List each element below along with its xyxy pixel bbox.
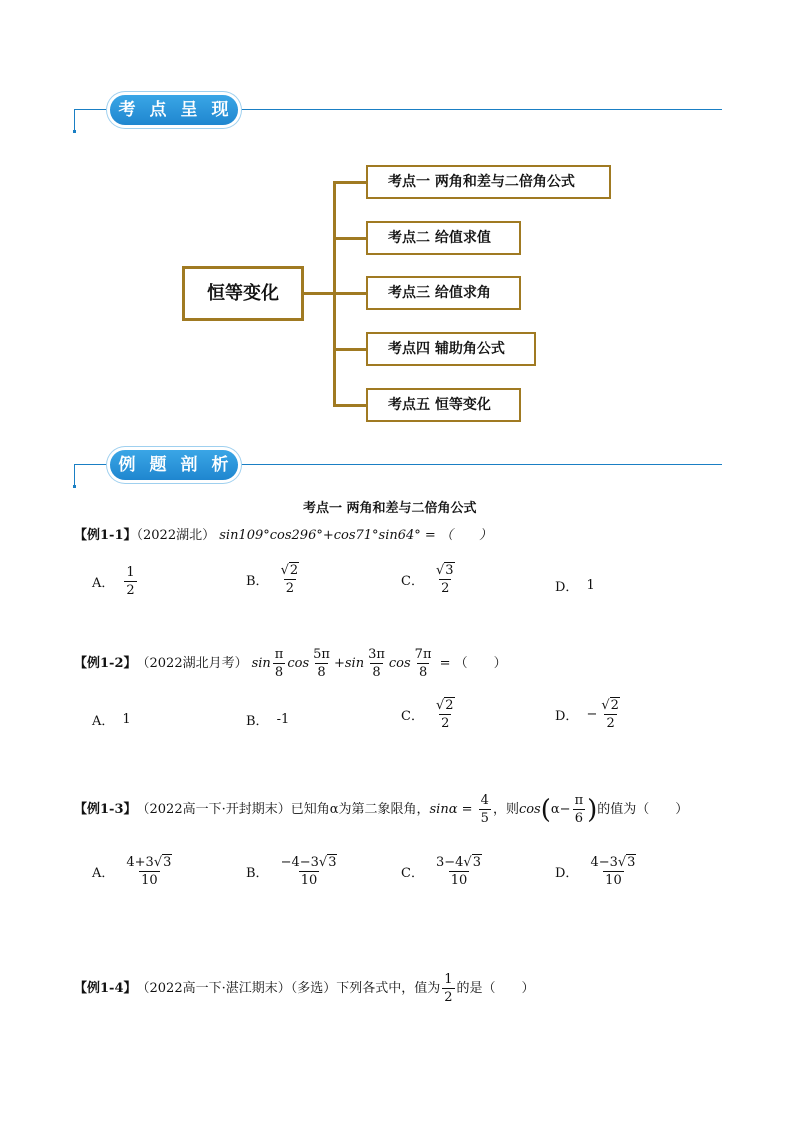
mind-map-node: 考点一 两角和差与二倍角公式: [366, 165, 611, 199]
option-b: B． $\frac{-4-3√3}{10}$: [246, 855, 337, 888]
question-source: （2022高一下·开封期末）: [136, 801, 291, 817]
connector-line: [333, 292, 366, 295]
question-tag: 【例1-3】: [74, 801, 137, 817]
question-source: （2022湖北）: [136, 528, 216, 543]
section-header-char: 点: [149, 100, 167, 120]
question-tag: 【例1-1】: [74, 528, 137, 543]
mind-map-node: 考点四 辅助角公式: [366, 332, 536, 366]
question-1-1: [74, 527, 492, 545]
option-d: D． $\frac{4-3√3}{10}$: [555, 855, 636, 888]
option-d: D． 1: [555, 578, 595, 595]
fraction: $\frac{1}{2}$: [126, 565, 135, 598]
connector-line: [333, 404, 366, 407]
question-source: （2022湖北月考）: [136, 655, 248, 671]
option-d: D． − $\frac{√2}{2}$: [555, 698, 619, 731]
option-c: C． $\frac{√2}{2}$: [401, 698, 454, 731]
topic-subtitle: 考点一 两角和差与二倍角公式: [303, 501, 477, 516]
section-header-dot: [73, 485, 76, 488]
mind-map-root: 恒等变化: [182, 266, 304, 321]
section-header-tick: [74, 109, 75, 131]
question-source: （2022高一下·湛江期末）（多选）: [136, 980, 337, 996]
option-b: B． -1: [246, 712, 290, 729]
option-a: A． $\frac{1}{2}$: [92, 565, 135, 598]
question-expression: sin109°cos296°+cos71°sin64° = （ ）: [219, 528, 492, 543]
connector-line: [304, 292, 335, 295]
section-header-char: 剖: [180, 455, 198, 475]
section-header-badge: [110, 450, 238, 480]
section-header-badge: [110, 95, 238, 125]
section-header-char: 题: [149, 455, 167, 475]
section-header-char: 呈: [180, 100, 198, 120]
mind-map-node: 考点五 恒等变化: [366, 388, 521, 422]
option-c: C． $\frac{√3}{2}$: [401, 563, 459, 596]
section-header-char: 析: [211, 455, 229, 475]
section-header-char: 现: [211, 100, 229, 120]
option-a: A． 1: [92, 712, 131, 729]
fraction: $\frac{√3}{2}$: [435, 563, 454, 596]
section-header-tick: [74, 464, 75, 486]
option-c: C． $\frac{3-4√3}{10}$: [401, 855, 481, 888]
question-1-3: 【例1-3】 （2022高一下·开封期末） 已知角α为第二象限角， sinα = $\frac{4}{5}$ ，则 cos ( α− $\frac{\pi}{6}$ ) 的值为（ ）: [74, 793, 689, 826]
connector-line: [333, 348, 366, 351]
section-header-char: 例: [118, 455, 136, 475]
question-tag: 【例1-4】: [74, 980, 137, 996]
section-header-char: 考: [118, 100, 136, 120]
connector-line: [333, 237, 366, 240]
question-1-2: 【例1-2】 （2022湖北月考） sin $\frac{\pi}{8}$ cos $\frac{5\pi}{8}$ + sin $\frac{3\pi}{8}$ cos $\frac{7\pi}{8}$ = （ ）: [74, 647, 507, 680]
option-b: B． $\frac{√2}{2}$: [246, 563, 303, 596]
section-header-dot: [73, 130, 76, 133]
option-a: A． $\frac{4+3√3}{10}$: [92, 855, 172, 888]
question-1-4: 【例1-4】 （2022高一下·湛江期末）（多选） 下列各式中，值为 $\frac{1}{2}$ 的是（ ）: [74, 972, 535, 1005]
mind-map-node: 考点二 给值求值: [366, 221, 521, 255]
fraction: $\frac{√2}{2}$: [280, 563, 299, 596]
connector-line: [333, 181, 366, 184]
mind-map-node: 考点三 给值求角: [366, 276, 521, 310]
question-tag: 【例1-2】: [74, 655, 137, 671]
